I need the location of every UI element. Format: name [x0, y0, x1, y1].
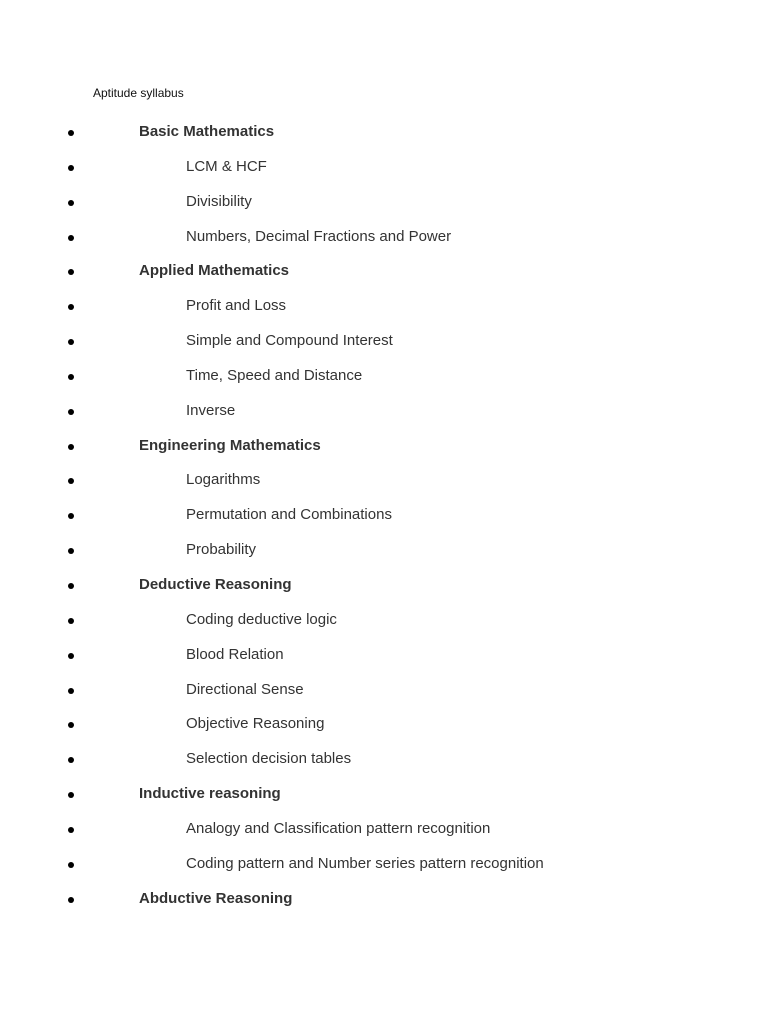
bullet-icon — [68, 269, 74, 275]
syllabus-section-heading — [0, 254, 768, 289]
bullet-icon — [68, 444, 74, 450]
bullet-icon — [68, 165, 74, 171]
syllabus-topic-item — [0, 289, 768, 324]
bullet-icon — [68, 618, 74, 624]
syllabus-topic-item — [0, 220, 768, 255]
section-heading-text: Deductive Reasoning — [139, 575, 292, 593]
section-heading-text: Engineering Mathematics — [139, 436, 321, 454]
bullet-icon — [68, 478, 74, 484]
bullet-icon — [68, 304, 74, 310]
syllabus-topic-item — [0, 463, 768, 498]
topic-text: Profit and Loss — [186, 297, 287, 315]
bullet-icon — [68, 653, 74, 659]
syllabus-topic-item — [0, 638, 768, 673]
topic-text: Time, Speed and Distance — [186, 366, 363, 384]
topic-text: Permutation and Combinations — [186, 506, 392, 524]
bullet-icon — [68, 374, 74, 380]
document-title: Aptitude syllabus — [93, 86, 184, 100]
bullet-icon — [68, 130, 74, 136]
syllabus-topic-item — [0, 847, 768, 882]
bullet-icon — [68, 862, 74, 868]
section-heading-text: Abductive Reasoning — [139, 889, 293, 907]
topic-text: Logarithms — [186, 471, 261, 489]
bullet-icon — [68, 200, 74, 206]
syllabus-section-heading — [0, 429, 768, 464]
syllabus-topic-item — [0, 324, 768, 359]
topic-text: Analogy and Classification pattern recognition — [186, 819, 491, 837]
syllabus-topic-item — [0, 498, 768, 533]
bullet-icon — [68, 235, 74, 241]
bullet-icon — [68, 792, 74, 798]
syllabus-topic-item — [0, 150, 768, 185]
syllabus-topic-item — [0, 394, 768, 429]
syllabus-topic-item — [0, 673, 768, 708]
bullet-icon — [68, 513, 74, 519]
bullet-icon — [68, 583, 74, 589]
syllabus-section-heading — [0, 568, 768, 603]
bullet-icon — [68, 757, 74, 763]
topic-text: Numbers, Decimal Fractions and Power — [186, 227, 452, 245]
syllabus-topic-item — [0, 812, 768, 847]
bullet-icon — [68, 548, 74, 554]
bullet-icon — [68, 897, 74, 903]
syllabus-section-heading — [0, 882, 768, 917]
section-heading-text: Basic Mathematics — [139, 123, 275, 140]
topic-text: Selection decision tables — [186, 750, 352, 768]
bullet-icon — [68, 409, 74, 415]
syllabus-section-heading — [0, 777, 768, 812]
syllabus-topic-item — [0, 359, 768, 394]
topic-text: Directional Sense — [186, 680, 304, 698]
syllabus-list — [0, 115, 768, 916]
topic-text: Blood Relation — [186, 645, 284, 663]
topic-text: Divisibility — [186, 192, 252, 210]
syllabus-topic-item — [0, 603, 768, 638]
syllabus-topic-item — [0, 533, 768, 568]
bullet-icon — [68, 827, 74, 833]
section-heading-text: Inductive reasoning — [139, 785, 281, 803]
topic-text: Probability — [186, 541, 257, 559]
topic-text: Simple and Compound Interest — [186, 332, 393, 350]
syllabus-topic-item — [0, 742, 768, 777]
topic-text: Coding pattern and Number series pattern recognition — [186, 854, 544, 872]
bullet-icon — [68, 688, 74, 694]
section-heading-text: Applied Mathematics — [139, 262, 290, 280]
syllabus-topic-item — [0, 707, 768, 742]
topic-text: Inverse — [186, 401, 236, 419]
topic-text: Coding deductive logic — [186, 610, 337, 628]
bullet-icon — [68, 722, 74, 728]
topic-text: Objective Reasoning — [186, 715, 325, 733]
syllabus-section-heading — [0, 115, 768, 150]
topic-text: LCM & HCF — [186, 157, 267, 175]
bullet-icon — [68, 339, 74, 345]
syllabus-topic-item — [0, 185, 768, 220]
